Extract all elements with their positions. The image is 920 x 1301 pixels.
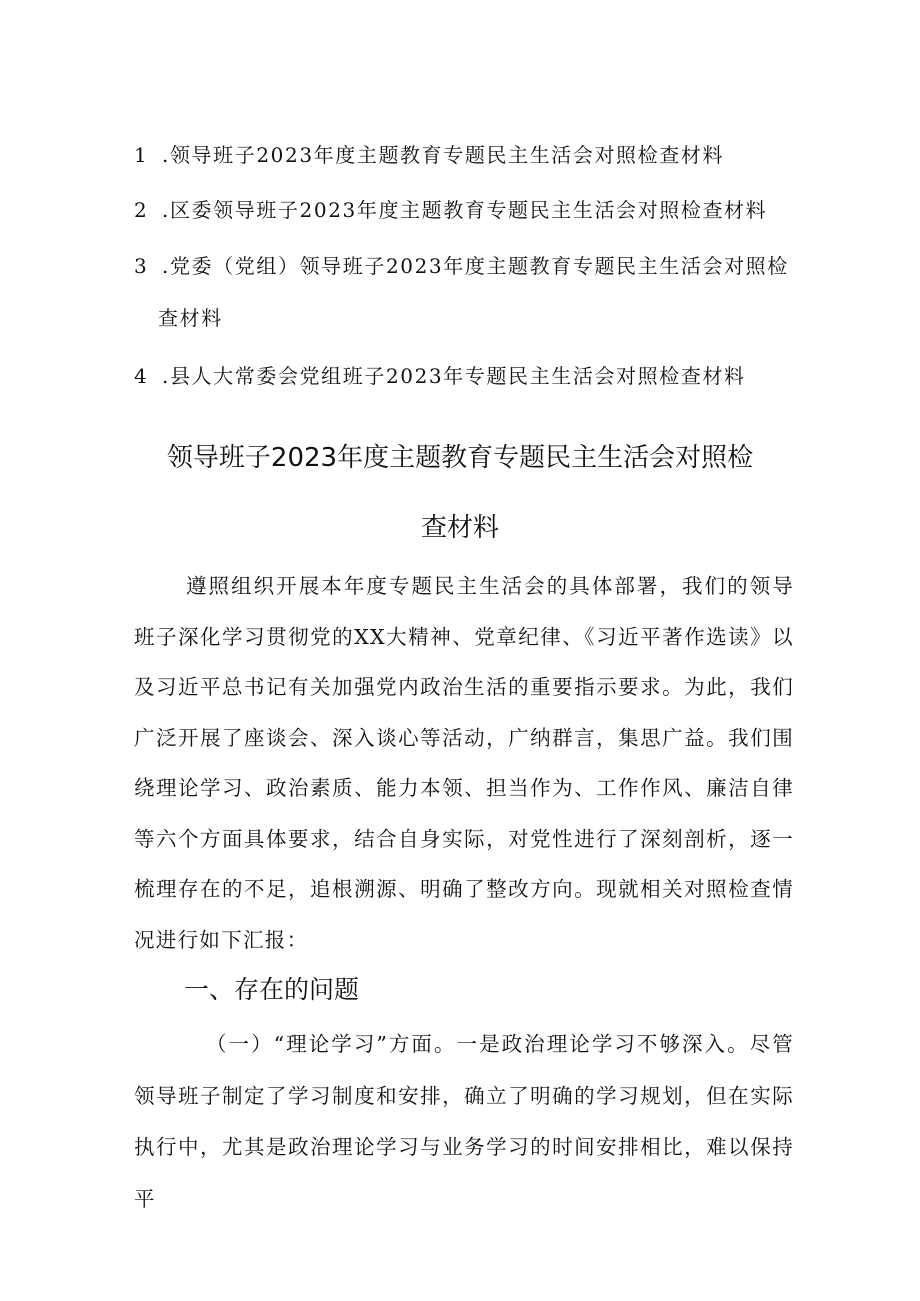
section-heading: 一、存在的问题: [184, 975, 360, 1004]
toc-item-3[interactable]: [134, 250, 789, 279]
intro-paragraph: 遵照组织开展本年度专题民主生活会的具体部署，我们的领导班子深化学习贯彻党的XX大精神、党章纪律、《习近平著作选读》以及习近平总书记有关加强党内政治生活的重要指示要求。为此，我们广泛开展了座谈会、深入谈心等活动，广纳群言，集思广益。我们围绕理论学习、政治素质、能力本领、担当作为、工作作风、廉洁自律等六个方面具体要求，结合自身实际，对党性进行了深刻剖析，逐一梳理存在的不足，追根溯源、明确了整改方向。现就相关对照检查情况进行如下汇报：: [134, 574, 794, 952]
toc-item-4[interactable]: [134, 360, 746, 389]
toc-item-2[interactable]: [134, 194, 767, 223]
toc-text: .党委（党组）领导班子2023年度主题教育专题民主生活会对照检: [162, 254, 789, 278]
toc-number: 4: [134, 364, 149, 388]
toc-text-continued: 查材料: [158, 306, 223, 330]
toc-number: 1: [134, 143, 149, 167]
document-title-line-1: 领导班子2023年度主题教育专题民主生活会对照检: [166, 443, 754, 473]
section-paragraph: （一）“理论学习”方面。一是政治理论学习不够深入。尽管领导班子制定了学习制度和安排，确立了明确的学习规划，但在实际执行中，尤其是政治理论学习与业务学习的时间安排相比，难以保持平: [134, 1032, 794, 1211]
toc-number: 3: [134, 254, 149, 278]
toc-item-1[interactable]: [134, 139, 724, 168]
toc-text: .领导班子2023年度主题教育专题民主生活会对照检查材料: [162, 143, 725, 167]
document-title-line-2: 查材料: [420, 513, 499, 543]
toc-number: 2: [134, 198, 149, 222]
toc-item-3-continued[interactable]: [158, 302, 223, 331]
toc-text: .县人大常委会党组班子2023年专题民主生活会对照检查材料: [162, 364, 746, 388]
toc-text: .区委领导班子2023年度主题教育专题民主生活会对照检查材料: [162, 198, 768, 222]
